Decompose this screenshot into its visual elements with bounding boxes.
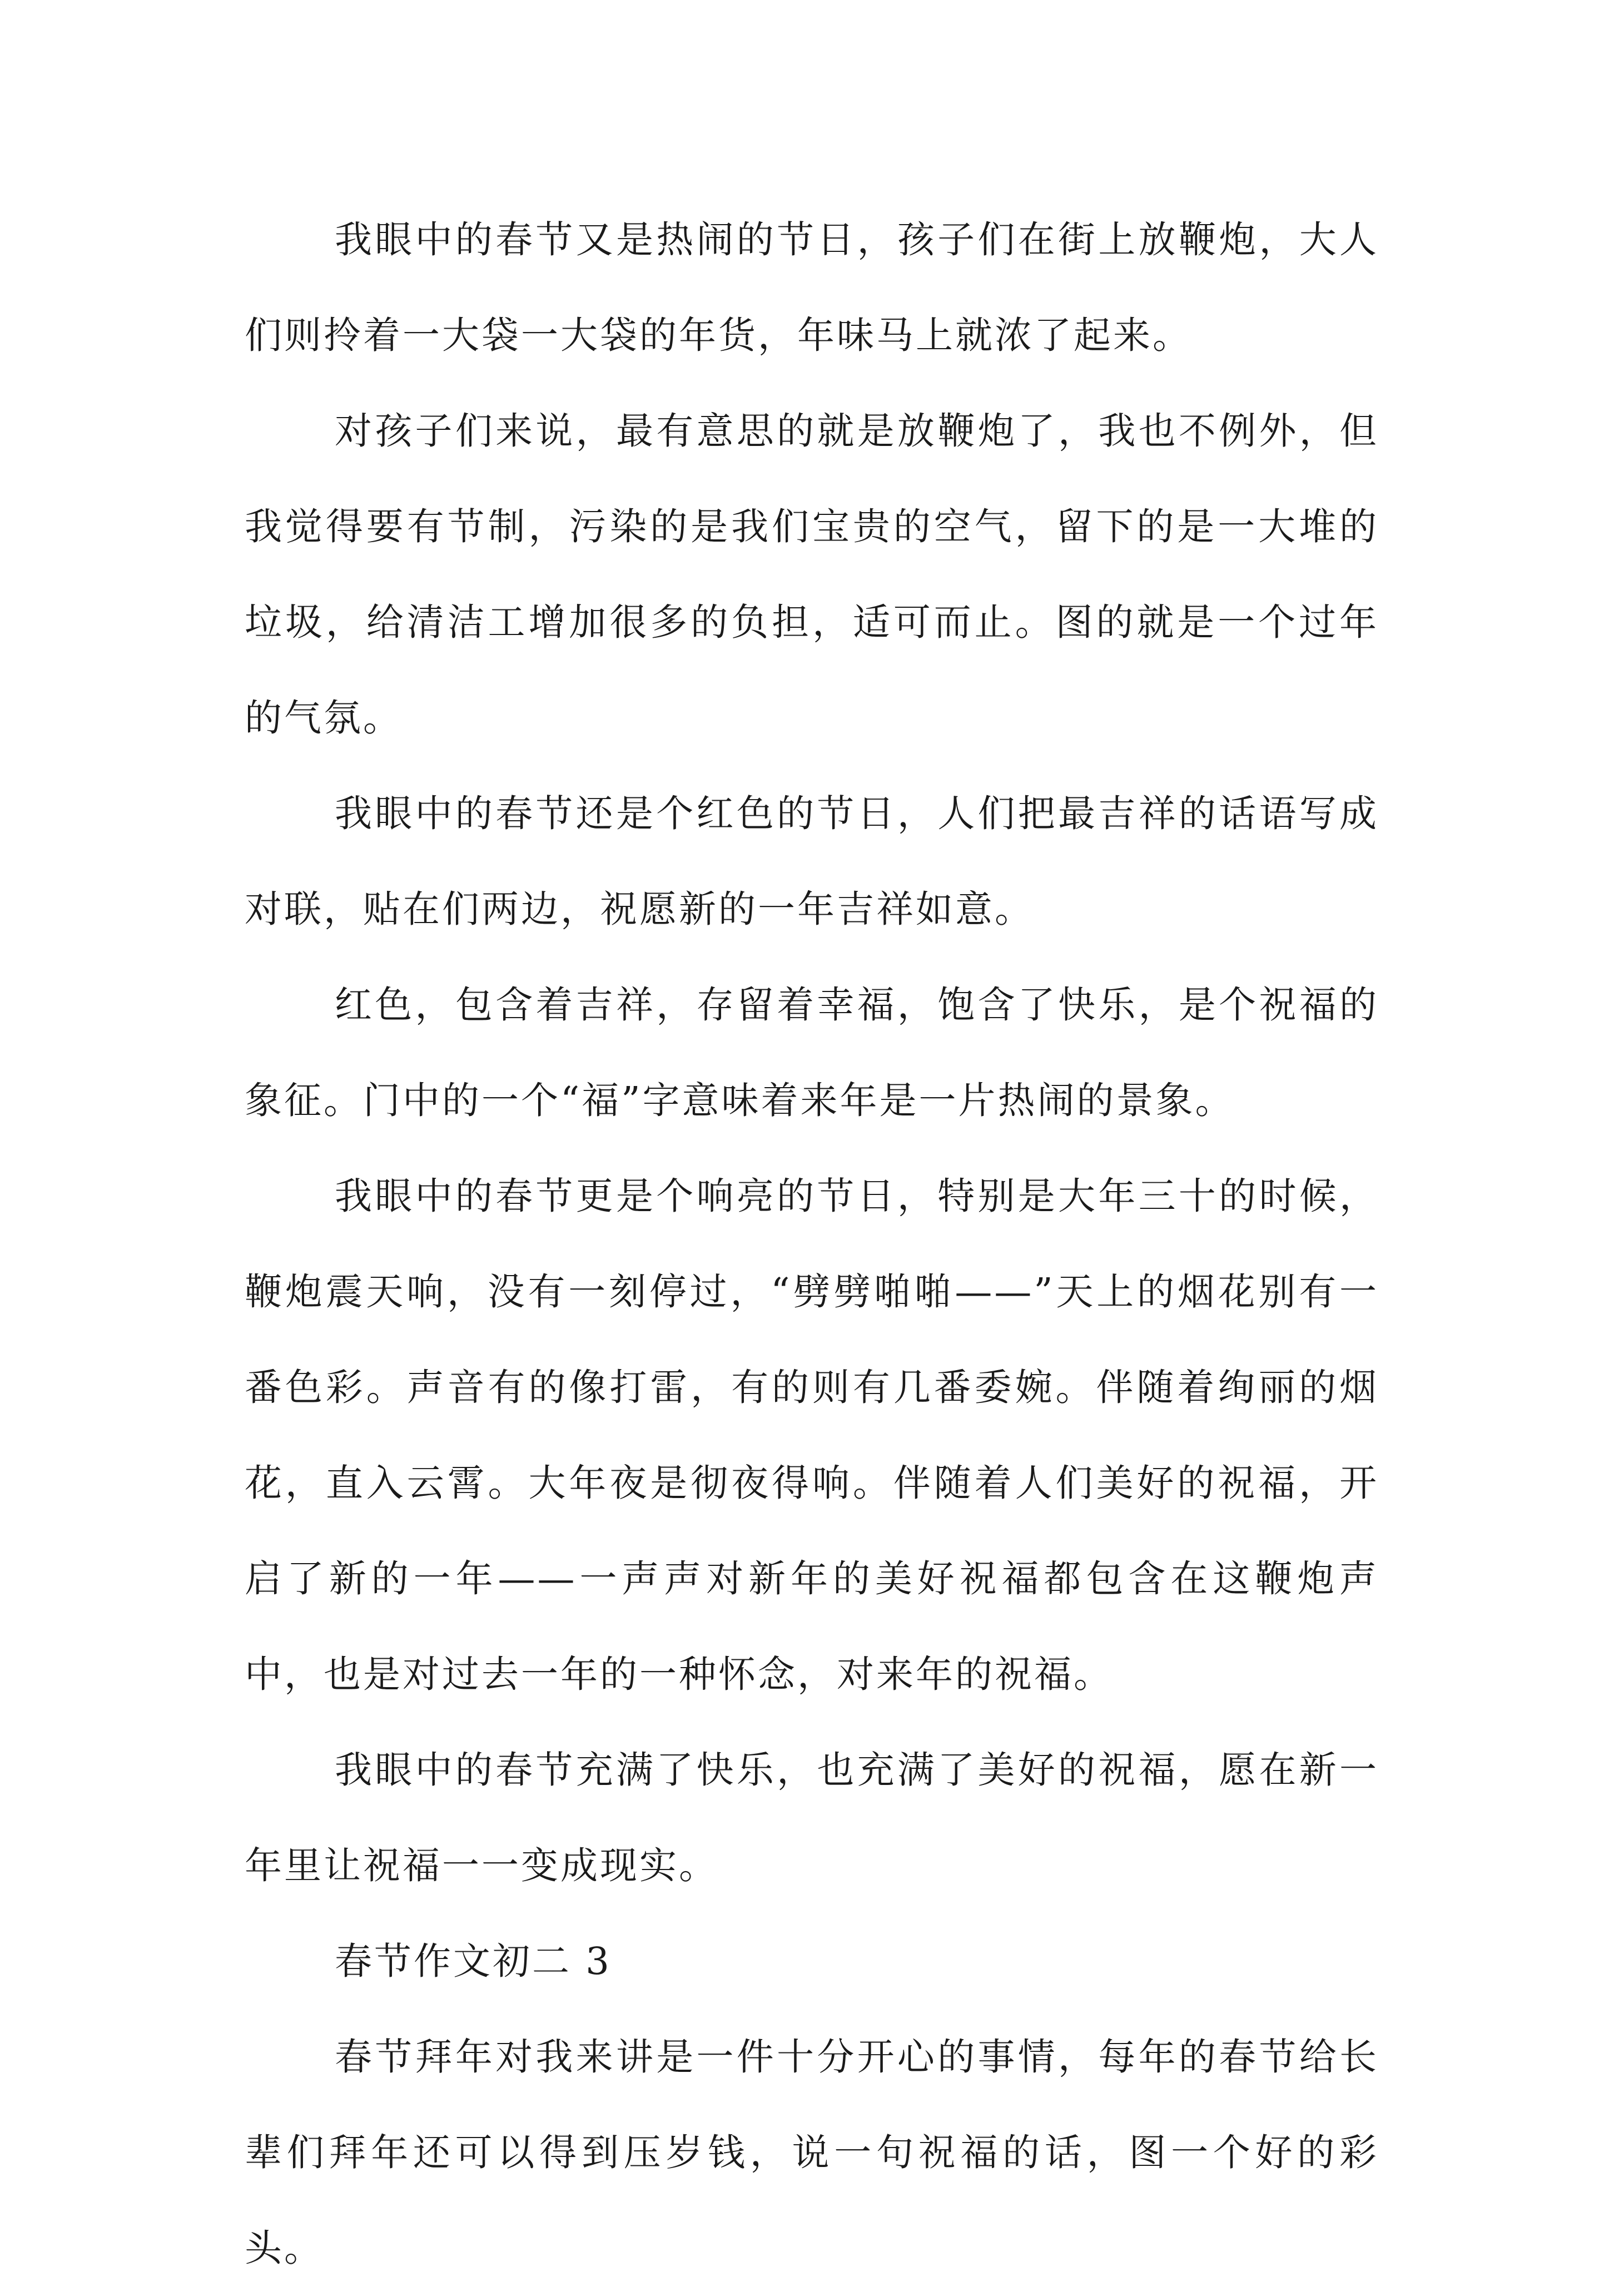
paragraph: 我眼中的春节还是个红色的节日，人们把最吉祥的话语写成对联，贴在们两边，祝愿新的一年吉祥如意。 <box>245 792 1379 931</box>
paragraph: 对孩子们来说，最有意思的就是放鞭炮了，我也不例外，但我觉得要有节制，污染的是我们宝贵的空气，留下的是一大堆的垃圾，给清洁工增加很多的负担，适可而止。图的就是一个过年的气氛。 <box>245 409 1379 740</box>
section-heading: 春节作文初二 3 <box>335 1940 612 1983</box>
paragraph: 我眼中的春节充满了快乐，也充满了美好的祝福，愿在新一年里让祝福一一变成现实。 <box>245 1748 1379 1887</box>
article-body <box>245 192 1379 2296</box>
paragraph: 我眼中的春节更是个响亮的节日，特别是大年三十的时候，鞭炮震天响，没有一刻停过，“劈劈啪啪——”天上的烟花别有一番色彩。声音有的像打雷，有的则有几番委婉。伴随着绚丽的烟花，直入云霄。大年夜是彻夜得响。伴随着人们美好的祝福，开启了新的一年——一声声对新年的美好祝福都包含在这鞭炮声中，也是对过去一年的一种怀念，对来年的祝福。 <box>245 1174 1379 1696</box>
paragraph: 我眼中的春节又是热闹的节日，孩子们在街上放鞭炮，大人们则拎着一大袋一大袋的年货，年味马上就浓了起来。 <box>245 218 1379 357</box>
paragraph: 春节拜年对我来讲是一件十分开心的事情，每年的春节给长辈们拜年还可以得到压岁钱，说一句祝福的话，图一个好的彩头。 <box>245 2035 1379 2270</box>
paragraph: 红色，包含着吉祥，存留着幸福，饱含了快乐，是个祝福的象征。门中的一个“福”字意味着来年是一片热闹的景象。 <box>245 983 1379 1122</box>
